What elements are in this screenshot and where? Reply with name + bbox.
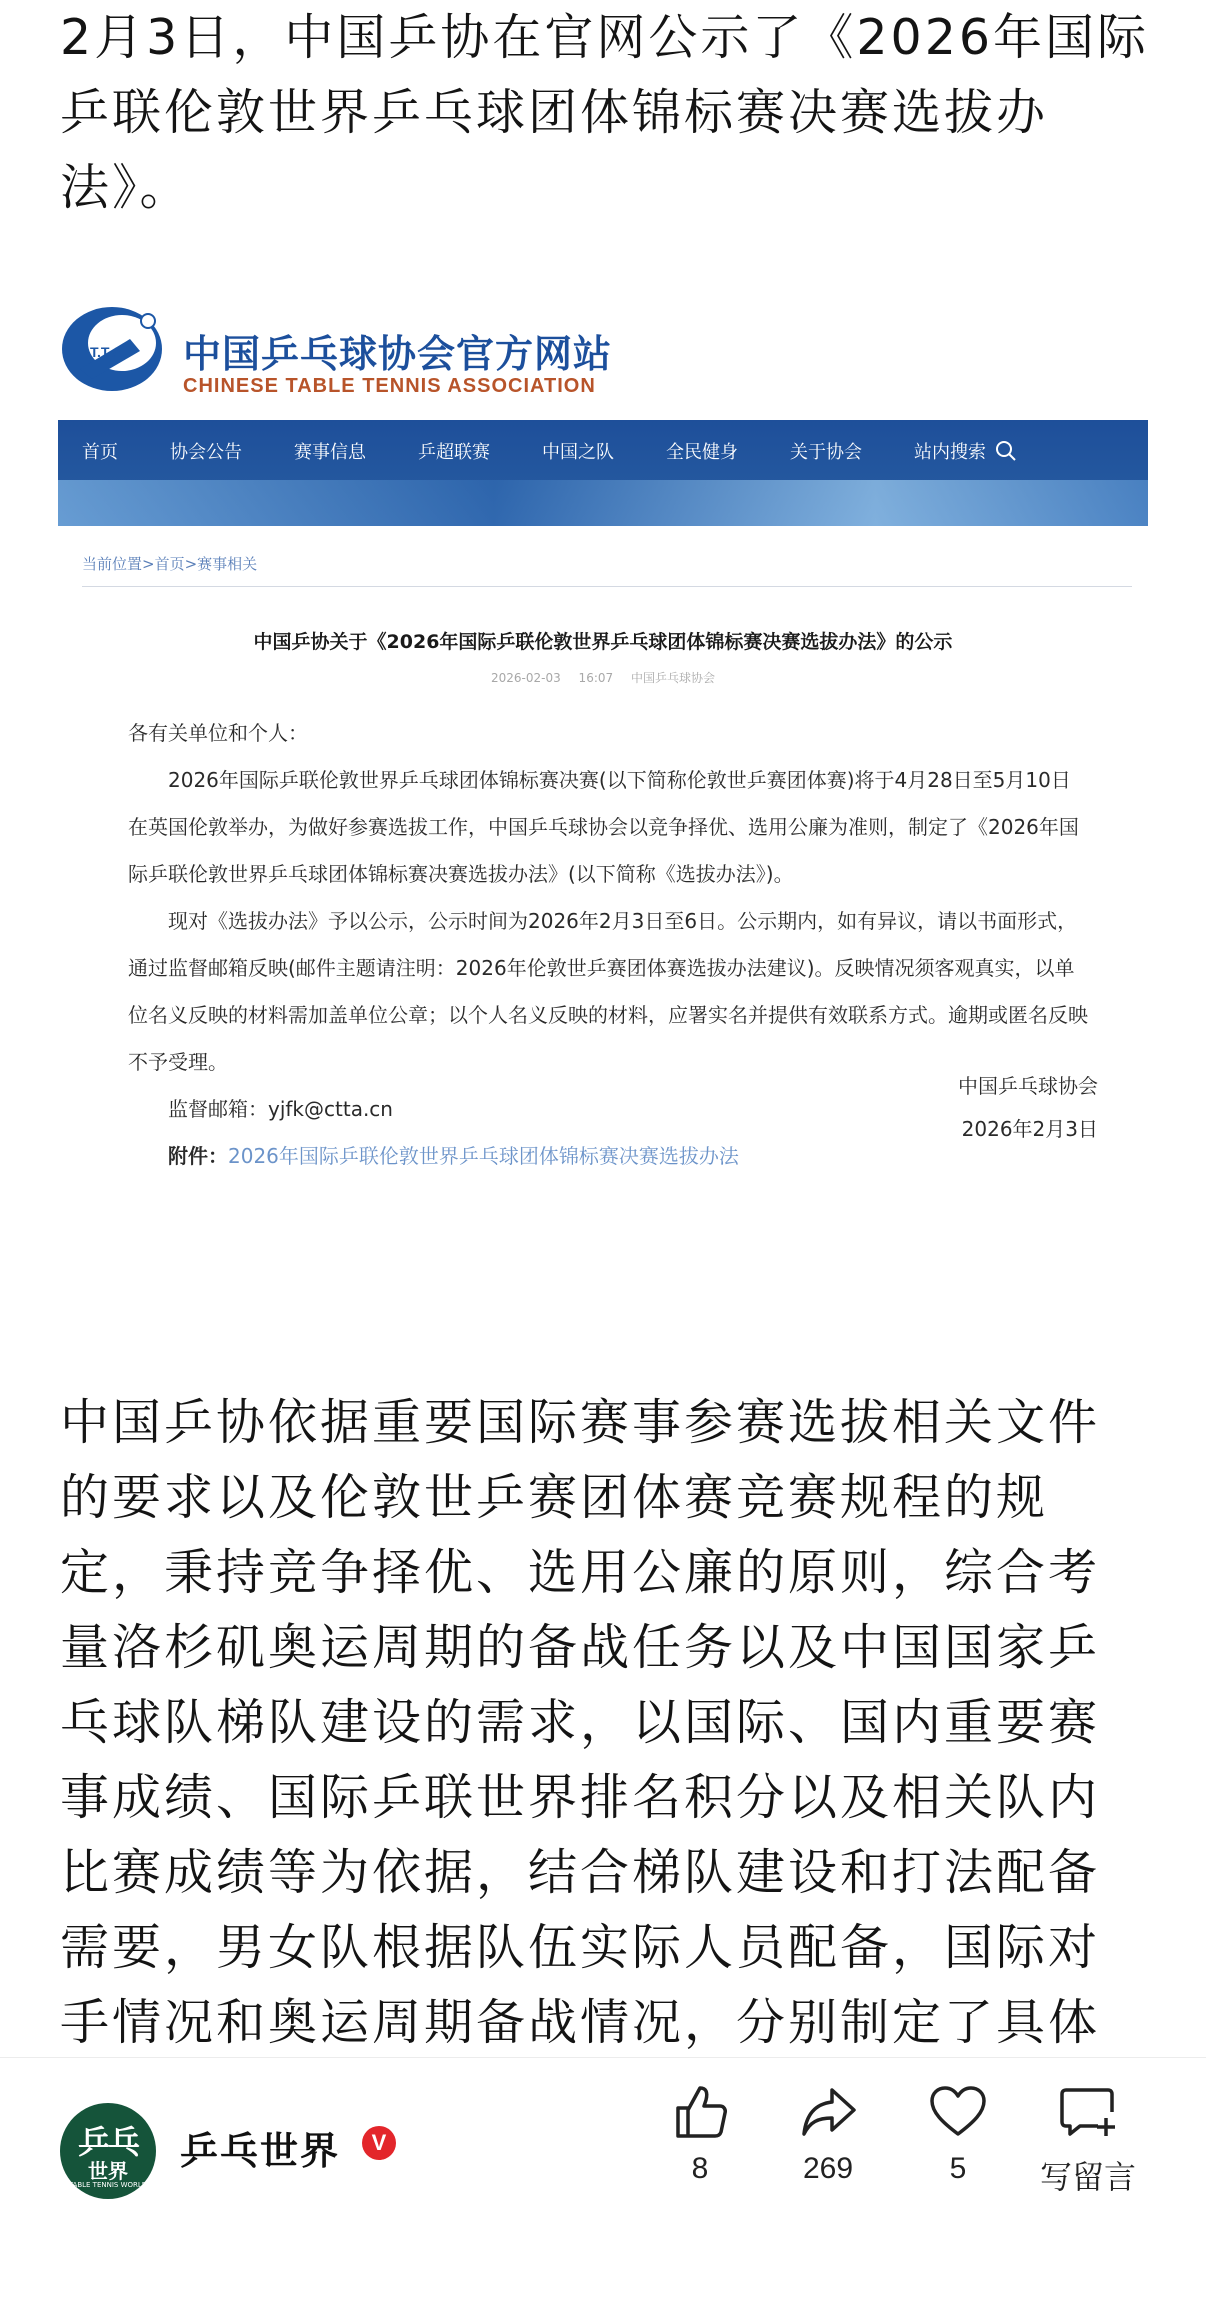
avatar-subtitle: 世界 xyxy=(88,2159,128,2183)
author-name[interactable]: 乒乓世界 xyxy=(180,2129,341,2173)
nav-site-search xyxy=(914,438,1018,464)
intro-paragraph: 2月3日，中国乒协在官网公示了《2026年国际乒联伦敦世界乒乓球团体锦标赛决赛选拔办法》。 xyxy=(60,9,1150,216)
nav-announcements: 协会公告 xyxy=(170,442,242,463)
comment-add-icon xyxy=(1058,2082,1118,2142)
thumbs-up-icon xyxy=(670,2082,730,2142)
heart-icon xyxy=(928,2082,988,2142)
favorite-button[interactable] xyxy=(898,2082,1018,2186)
nav-national-team: 中国之队 xyxy=(542,442,614,463)
nav-super-league: 乒超联赛 xyxy=(418,442,490,463)
doc-source: 中国乒乓球协会 xyxy=(630,671,715,685)
avatar[interactable] xyxy=(60,2103,156,2199)
signature-date: 2026年2月3日 xyxy=(961,1117,1098,1141)
nav-search-label: 站内搜索 xyxy=(914,442,986,463)
site-name-cn: 中国乒乓球协会官方网站 xyxy=(183,332,613,376)
doc-paragraph-1: 2026年国际乒联伦敦世界乒乓球团体锦标赛决赛(以下简称伦敦世乒赛团体赛)将于4月28日至5月10日在英国伦敦举办，为做好参赛选拔工作，中国乒乓球协会以竞争择优、选用公廉为准则，制定了《2026年国际乒联伦敦世界乒乓球团体锦标赛决赛选拔办法》(以下简称《选拔办法》)。 xyxy=(128,768,1079,886)
share-button[interactable] xyxy=(768,2082,888,2186)
search-icon xyxy=(994,439,1018,463)
attachment-link: 2026年国际乒联伦敦世界乒乓球团体锦标赛决赛选拔办法 xyxy=(228,1144,739,1168)
nav-home: 首页 xyxy=(82,442,118,463)
signature-org: 中国乒乓球协会 xyxy=(958,1074,1098,1098)
email-value: yjfk@ctta.cn xyxy=(268,1097,393,1121)
doc-salutation: 各有关单位和个人： xyxy=(128,721,308,745)
like-count: 8 xyxy=(691,2152,709,2185)
comment-button[interactable] xyxy=(1028,2082,1148,2198)
comment-label: 写留言 xyxy=(1039,2158,1136,2196)
ctta-emblem-icon xyxy=(60,299,166,395)
footer-action-bar xyxy=(0,2057,1206,2258)
verified-badge-icon: V xyxy=(362,2126,396,2160)
email-label: 监督邮箱： xyxy=(168,1097,268,1121)
doc-attachment-line xyxy=(128,1133,1088,1180)
site-name-en: CHINESE TABLE TENNIS ASSOCIATION xyxy=(183,375,596,397)
favorite-count: 5 xyxy=(949,2152,967,2185)
embedded-screenshot xyxy=(58,275,1148,1295)
share-icon xyxy=(798,2082,858,2142)
nav-events: 赛事信息 xyxy=(294,442,366,463)
nav-about: 关于协会 xyxy=(790,442,862,463)
avatar-english: TABLE TENNIS WORLD xyxy=(68,2181,148,2189)
share-count: 269 xyxy=(802,2152,854,2185)
doc-meta xyxy=(58,669,1148,686)
attachment-label: 附件： xyxy=(168,1144,228,1168)
avatar-title: 乒乓 xyxy=(77,2123,138,2161)
like-button[interactable] xyxy=(640,2082,760,2186)
doc-date: 2026-02-03 16:07 xyxy=(491,671,614,685)
svg-text:T.T.A: T.T.A xyxy=(90,344,122,360)
breadcrumb: 当前位置>首页>赛事相关 xyxy=(82,553,1132,587)
doc-title: 中国乒协关于《2026年国际乒联伦敦世界乒乓球团体锦标赛决赛选拔办法》的公示 xyxy=(253,631,953,653)
main-paragraph: 中国乒协依据重要国际赛事参赛选拔相关文件的要求以及伦敦世乒赛团体赛竞赛规程的规定，秉持竞争择优、选用公廉的原则，综合考量洛杉矶奥运周期的备战任务以及中国国家乒乓球队梯队建设的需求，以国际、国内重要赛事成绩、国际乒联世界排名积分以及相关队内比赛成绩等为依据，结合梯队建设和打法配备需要，男女队根据队伍实际人员配备，国际对手情况和奥运周期备战情况，分别制定了具体 xyxy=(60,1394,1101,2051)
doc-email-line xyxy=(128,1086,1088,1133)
nav-fitness: 全民健身 xyxy=(666,442,738,463)
doc-paragraph-2: 现对《选拔办法》予以公示，公示时间为2026年2月3日至6日。公示期内，如有异议，请以书面形式，通过监督邮箱反映(邮件主题请注明：2026年伦敦世乒赛团体赛选拔办法建议)。反映情况须客观真实，以单位名义反映的材料需加盖单位公章；以个人名义反映的材料，应署实名并提供有效联系方式。逾期或匿名反映不予受理。 xyxy=(128,909,1088,1074)
site-nav-bar xyxy=(58,420,1148,526)
doc-body xyxy=(128,710,1088,1180)
site-logo xyxy=(58,295,1148,405)
